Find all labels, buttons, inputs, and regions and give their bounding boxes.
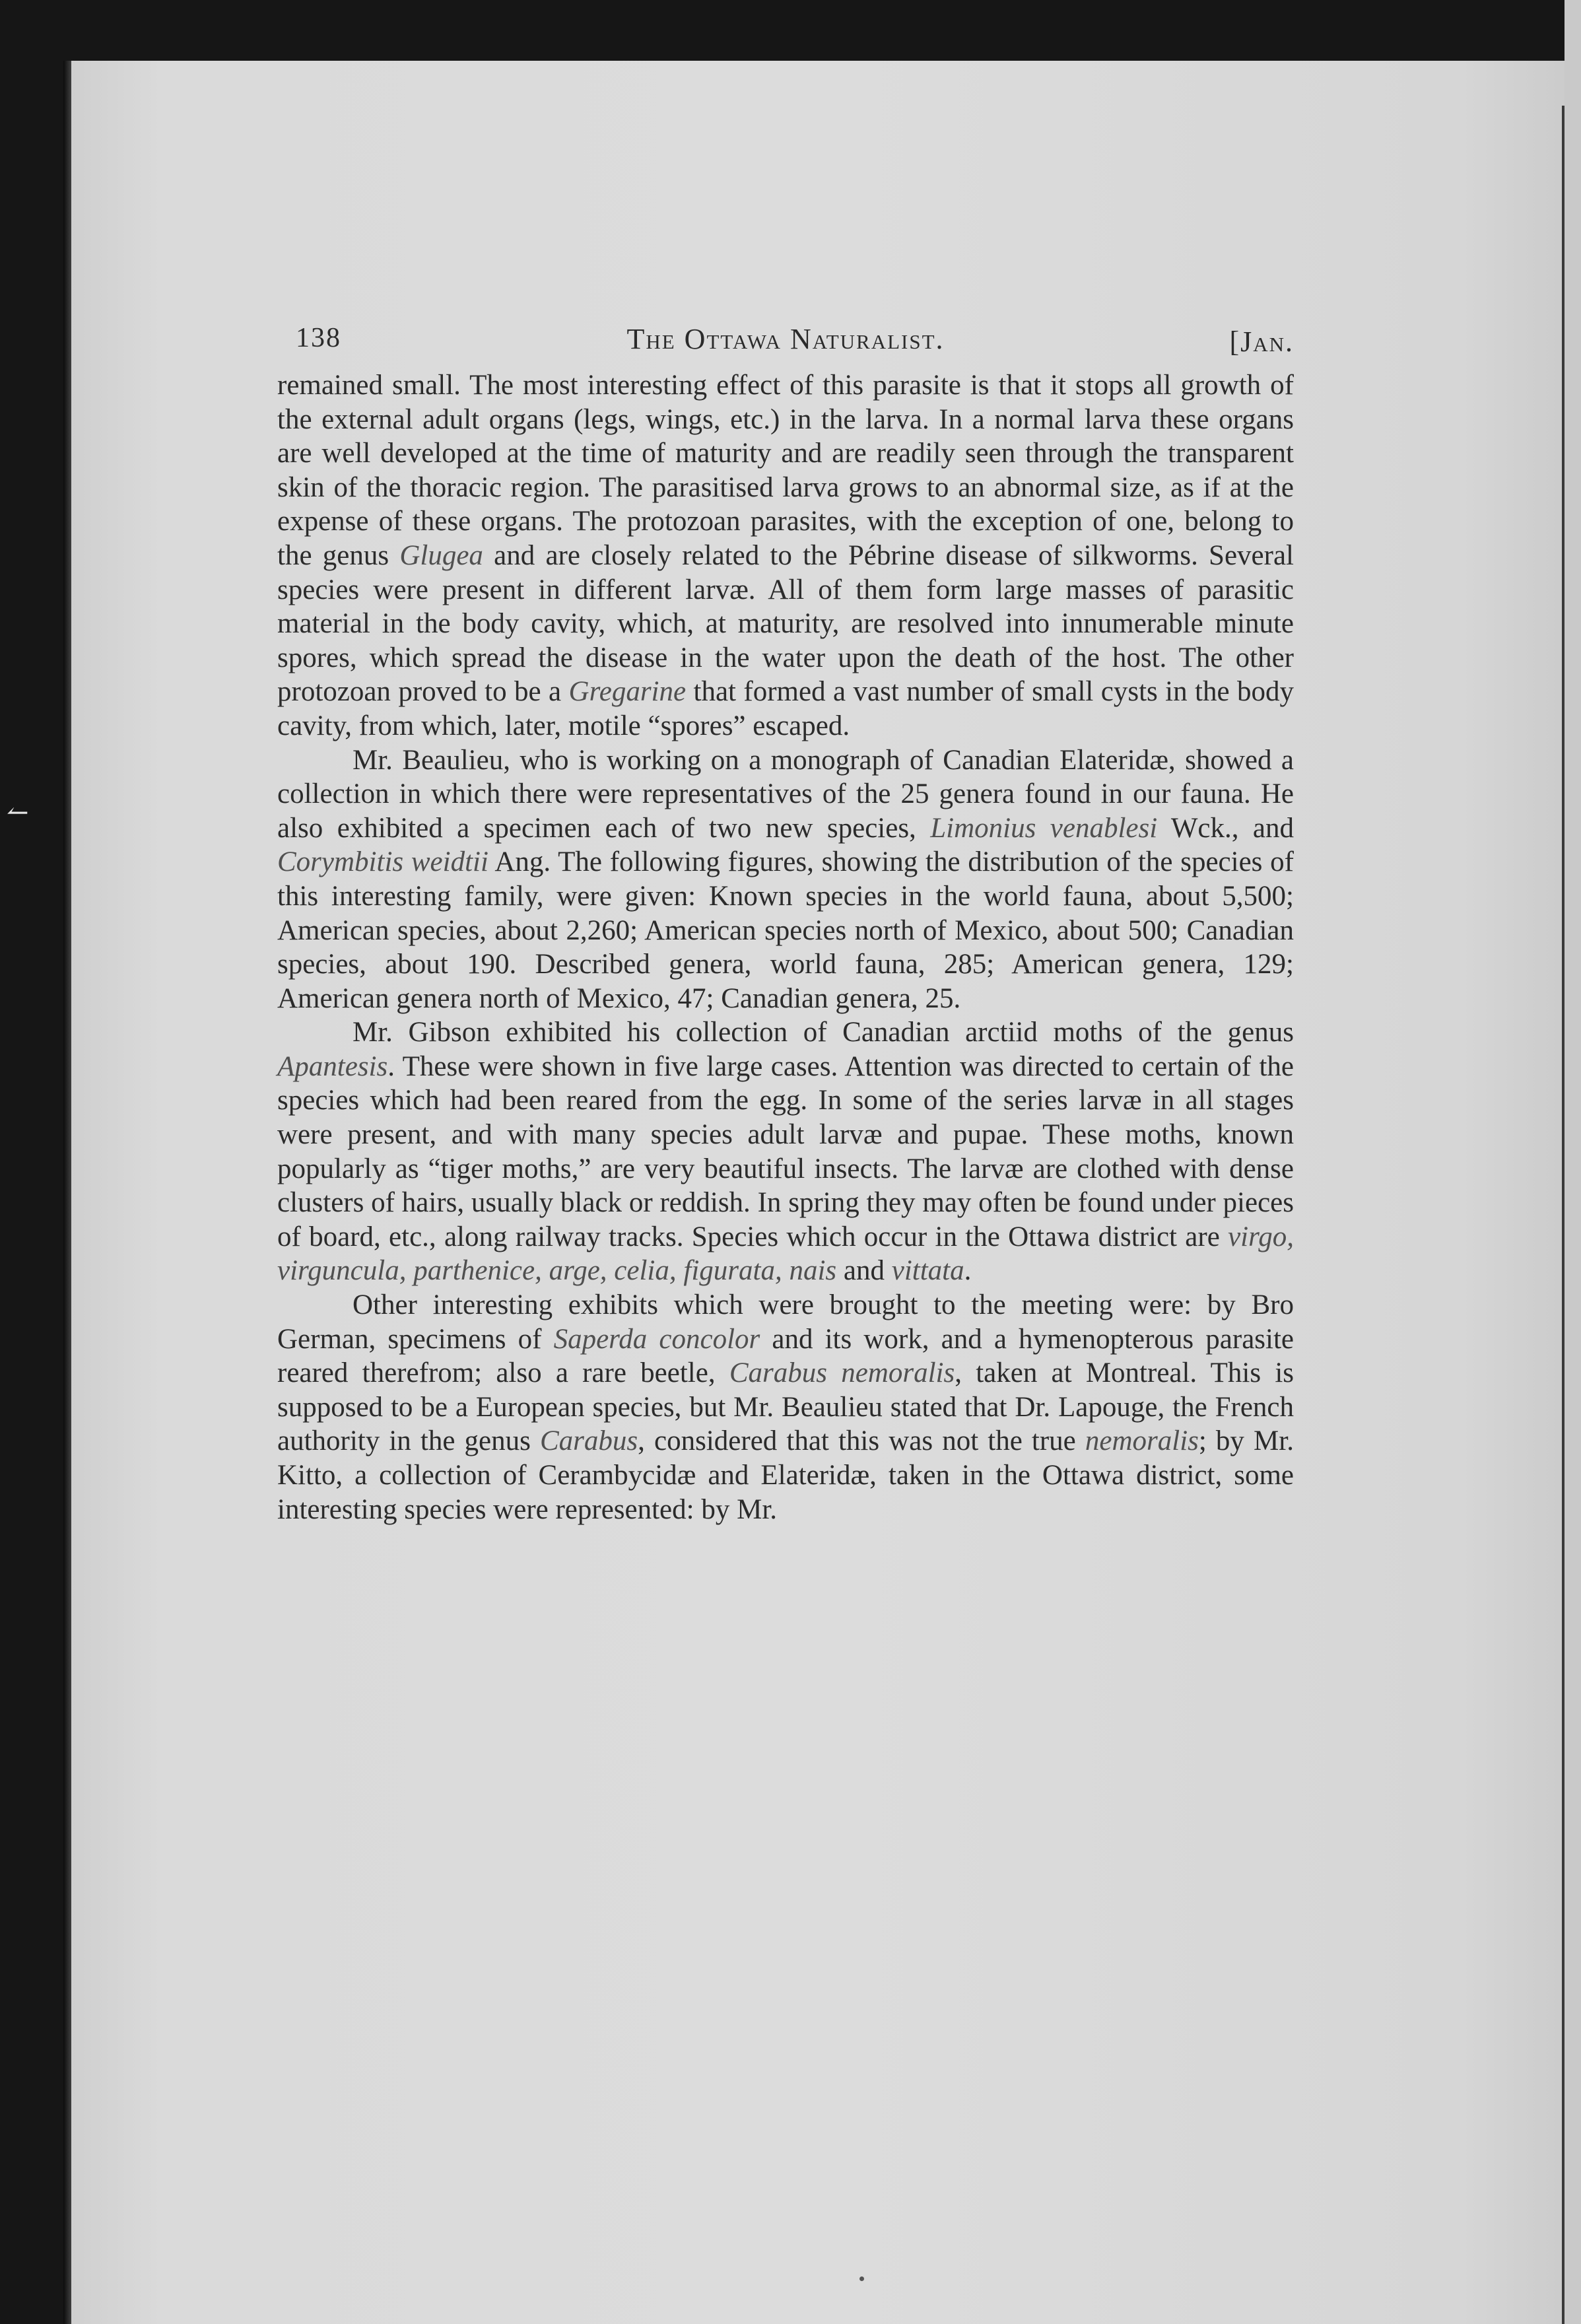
text-run: Mr. Gibson exhibited his collection of Canadian arctiid moths of the genus	[353, 1017, 1294, 1048]
italic-term: vittata	[891, 1255, 964, 1287]
text-column	[277, 322, 1294, 1526]
text-run: Wck., and	[1157, 812, 1295, 844]
italic-term: Carabus	[540, 1425, 638, 1457]
text-run: .	[964, 1255, 972, 1287]
italic-term: Glugea	[399, 539, 483, 571]
italic-term: Carabus nemoralis	[729, 1357, 955, 1389]
italic-term: Apantesis	[277, 1050, 388, 1082]
facing-page-edge	[1564, 0, 1581, 2324]
italic-term: Gregarine	[568, 676, 687, 708]
text-run: and its work, and a hymenopterous parasite reared therefrom; also a rare beetle,	[277, 1323, 1294, 1389]
text-run: and	[836, 1255, 892, 1287]
italic-term: Corymbitis weidtii	[277, 846, 488, 878]
margin-mark: ↼	[7, 798, 29, 828]
page-speck	[859, 2276, 864, 2281]
text-run: , considered that this was not the true	[638, 1425, 1085, 1457]
text-run: remained small. The most interesting effect of this parasite is that it stops all growth of the external adult organs (legs, wings, etc.) in the larva. In a normal larva these organs are well developed at the time of maturity and are readily seen through the transparent skin of the thoracic region. The parasitised larva grows to an abnormal size, as if at the expense of these organs. The protozoan parasites, with the exception of one, belong to the genus	[277, 370, 1294, 571]
text-run: Mr. Beaulieu, who is working on a monograph of Canadian Elateridæ, showed a collection in which there were representatives of the 25 genera found in our fauna. He also exhibited a specimen each of two new species,	[277, 744, 1294, 844]
text-run: ; by Mr. Kitto, a collection of Cerambycidæ and Elateridæ, taken in the Ottawa district, some interesting species were represented: by Mr.	[277, 1425, 1294, 1525]
paragraph-3	[277, 1015, 1294, 1288]
running-head	[277, 322, 1294, 368]
page-number: 138	[296, 323, 341, 353]
italic-term: virgo, virguncula, parthenice, arge, celia, figurata, nais	[277, 1221, 1294, 1287]
italic-term: nemoralis	[1085, 1425, 1199, 1457]
text-run: Other interesting exhibits which were brought to the meeting were: by Bro German, specimens of	[277, 1289, 1294, 1355]
text-run: , taken at Montreal. This is supposed to be a European species, but Mr. Beaulieu stated that Dr. Lapouge, the French authority in the genus	[277, 1357, 1294, 1457]
text-run: Ang. The following figures, showing the distribution of the species of this interesting family, were given: Known species in the world fauna, about 5,500; American species, about 2,260; American species north of Mexico, about 500; Canadian species, about 190. Described genera, world fauna, 285; American genera, 129; American genera north of Mexico, 47; Canadian genera, 25.	[277, 846, 1294, 1014]
italic-term: Limonius venablesi	[930, 812, 1158, 844]
italic-term: Saperda concolor	[553, 1323, 760, 1355]
paragraph-2	[277, 743, 1294, 1016]
article-body	[277, 368, 1294, 1526]
journal-title: The Ottawa Naturalist.	[626, 323, 945, 355]
text-run: . These were shown in five large cases. Attention was directed to certain of the species which had been reared from the egg. In some of the series larvæ in all stages were present, and with many species adult larvæ and pupae. These moths, known popularly as “tiger moths,” are very beautiful insects. The larvæ are clothed with dense clusters of hairs, usually black or reddish. In spring they may often be found under pieces of board, etc., along railway tracks. Species which occur in the Ottawa district are	[277, 1050, 1294, 1252]
issue-label: [Jan.	[1229, 325, 1294, 358]
text-run: that formed a vast number of small cysts in the body cavity, from which, later, motile “spores” escaped.	[277, 676, 1294, 741]
text-run: and are closely related to the Pébrine disease of silkworms. Several species were present in different larvæ. All of them form large masses of parasitic material in the body cavity, which, at maturity, are resolved into innumerable minute spores, which spread the disease in the water upon the death of the host. The other protozoan proved to be a	[277, 539, 1294, 708]
paragraph-4	[277, 1288, 1294, 1526]
paragraph-1	[277, 368, 1294, 743]
